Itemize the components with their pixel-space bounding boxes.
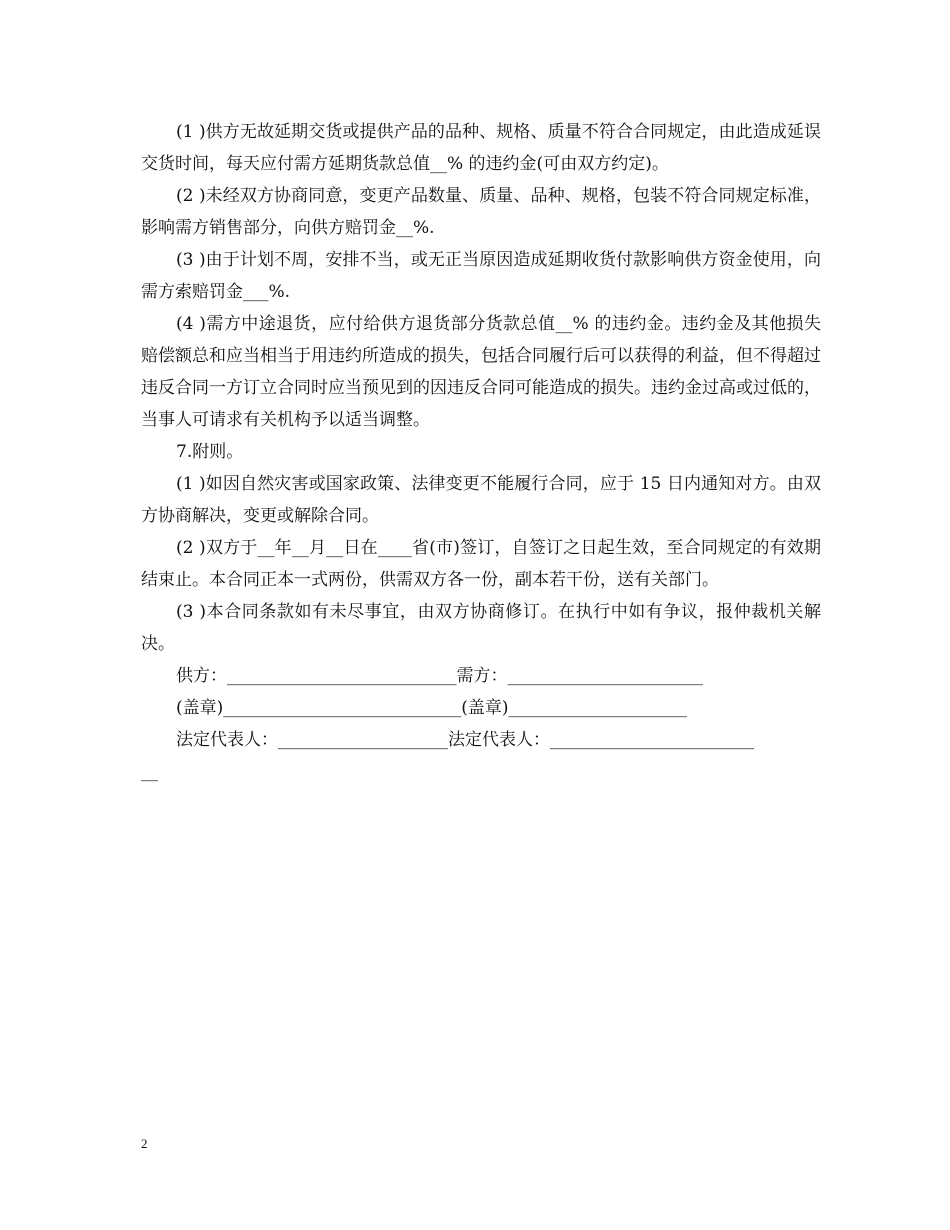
clause-paragraph: (3 )本合同条款如有未尽事宜，由双方协商修订。在执行中如有争议，报仲裁机关解决。 (141, 602, 821, 654)
clause-paragraph: (2 )未经双方协商同意，变更产品数量、质量、品种、规格，包装不符合同规定标准，影响需方销售部分，向供方赔罚金__%. (141, 186, 821, 238)
signature-line-party: 供方：___________________________需方：_______________________ (176, 666, 703, 686)
section-heading: 7.附则。 (176, 442, 244, 462)
page-number: 2 (141, 1136, 148, 1151)
contract-body (141, 116, 821, 788)
clause-paragraph: (1 )如因自然灾害或国家政策、法律变更不能履行合同，应于 15 日内通知对方。由双方协商解决，变更或解除合同。 (141, 474, 821, 526)
clause-paragraph: (4 )需方中途退货，应付给供方退货部分货款总值__% 的违约金。违约金及其他损失赔偿额总和应当相当于用违约所造成的损失，包括合同履行后可以获得的利益，但不得超过违反合同一方订立合同时应当预见到的因违反合同可能造成的损失。违约金过高或过低的，当事人可请求有关机构予以适当调整。 (141, 314, 821, 430)
clause-paragraph: (3 )由于计划不周，安排不当，或无正当原因造成延期收货付款影响供方资金使用，向需方索赔罚金___%. (141, 250, 821, 302)
clause-paragraph: (2 )双方于__年__月__日在____省(市)签订，自签订之日起生效，至合同规定的有效期结束止。本合同正本一式两份，供需双方各一份，副本若干份，送有关部门。 (141, 538, 821, 590)
signature-line-representative: 法定代表人：____________________法定代表人：________________________ (176, 730, 754, 750)
signature-line-continuation: __ (141, 762, 158, 782)
clause-paragraph: (1 )供方无故延期交货或提供产品的品种、规格、质量不符合合同规定，由此造成延误交货时间，每天应付需方延期货款总值__% 的违约金(可由双方约定)。 (141, 122, 821, 174)
signature-line-seal: (盖章)____________________________(盖章)_____________________ (176, 698, 688, 718)
